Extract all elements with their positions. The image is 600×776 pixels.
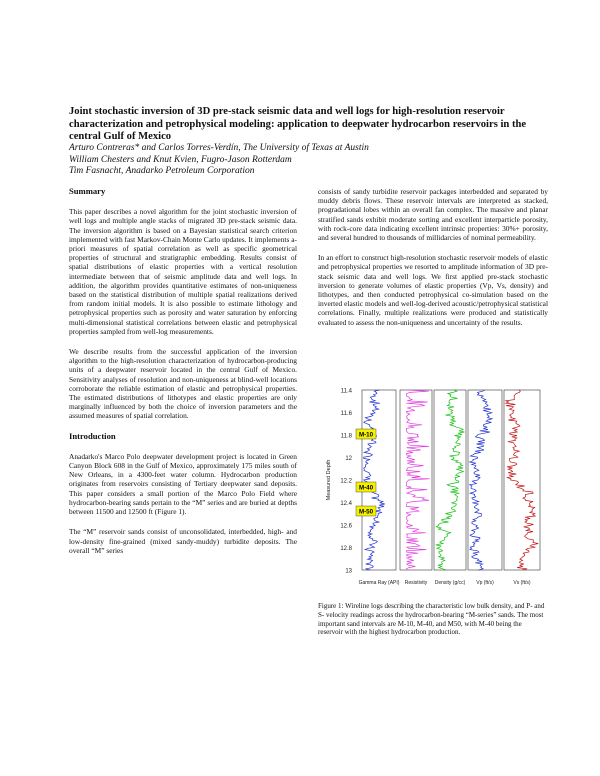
log-trace: [436, 390, 465, 570]
figure-caption: Figure 1: Wireline logs describing the characteristic low bulk density, and P- and S- velocity readings across the hydrocarbon-bearing “M-series” sands. The most important sand intervals are M-10, M-40, and M50, with M-40 being the reservoir with the highest hydrocarbon production.: [318, 602, 545, 637]
reservoir-marker-label: M-10: [358, 431, 374, 439]
summary-heading: Summary: [69, 186, 106, 196]
depth-axis-label: Measured Depth: [326, 459, 332, 501]
summary-paragraph-1: This paper describes a novel algorithm for the joint stochastic inversion of well logs and multiple angle stacks of migrated 3D pre-stack seismic data. The inversion algorithm is based on a Bayesian statistical search criterion implemented with fast Markov-Chain Monte Carlo updates. It implements a-priori measures of spatial correlation as well as specific geometrical properties of structural and stratigraphic embedding. Results consist of spatial distributions of elastic properties with a vertical resolution intermediate between that of seismic amplitude data and well logs. In addition, the algorithm provides quantitative estimates of non-uniqueness based on the statistical distribution of multiple spatial realizations derived from random initial models. It is also possible to estimate lithology and petrophysical properties such as porosity and water saturation by enforcing multi-dimensional statistical correlations between elastic and petrophysical properties sampled from well-log measurements.: [69, 207, 297, 336]
introduction-paragraph-1: Anadarko's Marco Polo deepwater development project is located in Green Canyon Block 608 in the Gulf of Mexico, approximately 175 miles south of New Orleans, in a 4300-feet water column. Hydrocarbon production originates from reservoirs consisting of Tertiary deepwater sand deposits. This paper considers a small portion of the Marco Polo Field where hydrocarbon-bearing sands pertain to the “M” series and are buried at depths between 11500 and 12500 ft (Figure 1).: [69, 451, 297, 517]
log-track-frame: [400, 390, 432, 570]
log-track-frame: [434, 390, 466, 570]
author-list: [69, 143, 539, 178]
depth-tick-label: 12: [345, 456, 352, 462]
depth-tick-label: 12.4: [340, 501, 352, 507]
figure-1: [322, 384, 544, 594]
track-label: Resistivity: [404, 580, 428, 586]
paper-title: Joint stochastic inversion of 3D pre-stack seismic data and well logs for high-resolution reservoir characterization and petrophysical modeling: application to deepwater hydrocarbon reservoirs in the central Gulf of Mexico: [69, 106, 527, 142]
log-trace: [364, 390, 385, 570]
track-label: Vs (ft/s): [513, 580, 531, 586]
well-log-plot: [322, 384, 544, 594]
depth-tick-label: 11.6: [340, 411, 352, 417]
reservoir-marker-label: M-40: [358, 484, 374, 492]
right-column: [318, 187, 548, 338]
reservoir-marker-label: M-50: [358, 508, 374, 516]
track-label: Vp (ft/s): [476, 580, 494, 586]
author-line-1: Arturo Contreras* and Carlos Torres-Verdín, The University of Texas at Austin: [69, 143, 369, 153]
right-column-paragraph-2: In an effort to construct high-resolution stochastic reservoir models of elastic and petrophysical properties we resorted to amplitude information of 3D pre-stack seismic data and well logs. We first applied pre-stack stochastic inversion to generate volumes of elastic properties (Vp, Vs, density) and lithotypes, and then conducted petrophysical co-simulation based on the inverted elastic models and well-log-derived acoustic/petrophysical statistical correlations. Finally, multiple realizations were produced and statistically evaluated to assess the non-uniqueness and uncertainty of the results.: [318, 253, 548, 327]
depth-tick-label: 12.2: [340, 478, 352, 485]
right-column-paragraph-1: consists of sandy turbidite reservoir packages interbedded and separated by muddy debris flows. These reservoir intervals are interpreted as stacked, progradational lobes within an overall fan complex. The massive and planar stratified sands exhibit moderate sorting and excellent interparticle porosity, with rock-core data indicating excellent intrinsic properties: 30%+ porosity, and several hundred to thousands of millidarcies of nominal permeability.: [318, 187, 548, 243]
depth-tick-label: 11.4: [340, 388, 352, 395]
author-line-2: William Chesters and Knut Kvien, Fugro-Jason Rotterdam: [69, 154, 292, 165]
introduction-paragraph-2: The “M” reservoir sands consist of unconsolidated, interbedded, high- and low-density fine-grained (mixed sandy-muddy) turbidite deposits. The overall “M” series: [69, 527, 297, 555]
left-column: [69, 187, 297, 566]
depth-tick-label: 12.6: [340, 523, 352, 530]
log-track-frame: [468, 390, 502, 570]
summary-paragraph-2: We describe results from the successful application of the inversion algorithm to the high-resolution characterization of hydrocarbon-producing units of a deepwater reservoir located in the central Gulf of Mexico. Sensitivity analyses of resolution and non-uniqueness at blind-well locations corroborate the reliable estimation of elastic and petrophysical properties. The estimated distributions of lithotypes and elastic properties are only marginally influenced by both the choice of inversion parameters and the assumed measures of spatial correlation.: [69, 347, 297, 421]
author-line-3: Tim Fasnacht, Anadarko Petroleum Corporation: [69, 166, 255, 177]
introduction-heading: Introduction: [69, 430, 116, 441]
track-label: Density (g/cc): [434, 580, 466, 586]
depth-tick-label: 13: [345, 568, 352, 575]
depth-tick-label: 12.8: [340, 546, 352, 552]
log-trace: [406, 390, 429, 570]
log-trace: [470, 390, 492, 570]
depth-tick-label: 11.8: [340, 433, 352, 440]
log-trace: [506, 390, 538, 570]
track-label: Gamma Ray (API): [358, 580, 400, 586]
